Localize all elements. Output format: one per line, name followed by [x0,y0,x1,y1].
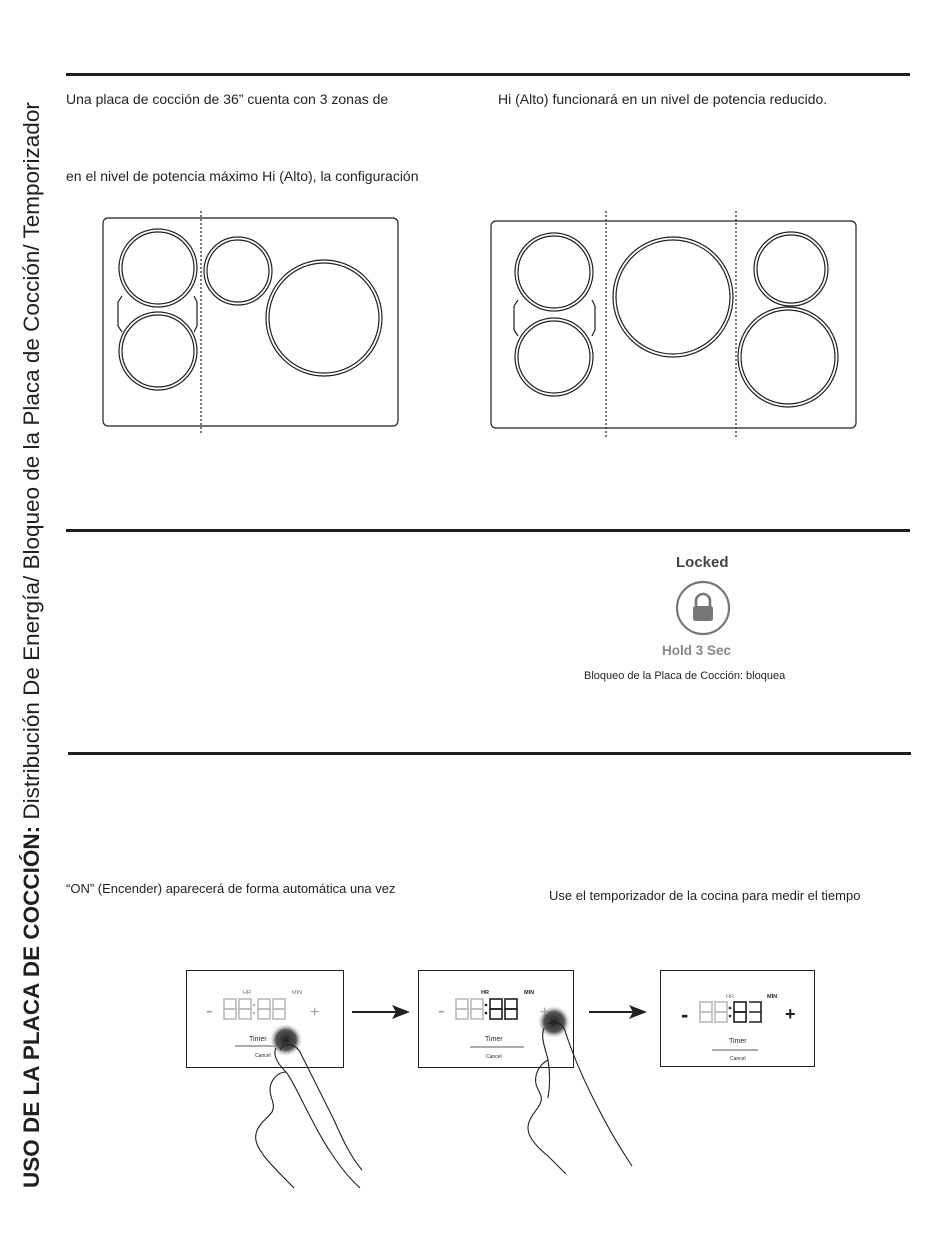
side-title-bold: USO DE LA PLACA DE COCCIÓN: [19,825,44,1188]
timer-panel-3-cancel[interactable]: Cancel [730,1056,746,1062]
cooktop-right-burner-br [738,307,838,407]
cooktop-right-burner-bl [515,318,593,396]
cooktop-right-burner-tr [754,232,828,306]
power-text-line-2: en el nivel de potencia máximo Hi (Alto), la configuración [66,168,419,184]
timer-panel-2-cancel[interactable]: Cancel [486,1054,502,1060]
timer-panel-3-timer[interactable]: Timer [729,1038,747,1045]
timer-text-right: Use el temporizador de la cocina para medir el tiempo [549,888,861,903]
side-title-regular: Distribución De Energía/ Bloqueo de la Placa de Cocción/ Temporizador [19,102,44,826]
cooktop-right-burner-tl [515,233,593,311]
hand-pointer-icon [250,1020,370,1190]
power-text-right: Hi (Alto) funcionará en un nivel de potencia reducido. [498,91,828,107]
timer-panel-3 [660,970,815,1067]
locked-label: Locked [676,554,729,571]
timer-panel-1-hr: HR [243,990,251,996]
timer-panel-3-plus[interactable]: + [785,1004,796,1024]
timer-panel-1-minus[interactable]: - [206,1000,213,1022]
cooktop-right-bridge-right [592,300,595,336]
timer-panel-3-minus[interactable]: - [681,1002,689,1027]
timer-panel-1-min: MIN [292,990,303,996]
timer-text-left: “ON” (Encender) aparecerá de forma automática una vez [66,881,396,896]
hand-pointer-icon [520,1000,640,1180]
power-text-line-1: Una placa de cocción de 36” cuenta con 3 zonas de [66,91,389,107]
timer-panel-2-min: MIN [524,990,535,996]
timer-panel-2-hr: HR [481,990,489,996]
touch-point-icon [269,1023,303,1057]
timer-panel-3-hr: HR [726,994,734,1000]
cooktop-right-bridge-left [514,300,518,336]
lock-button[interactable] [675,580,731,636]
cooktop-right-burner-center [613,237,733,357]
timer-panel-1-plus[interactable]: + [310,1004,320,1021]
timer-panel-2-minus[interactable]: - [438,1000,445,1022]
arrow-right-icon [352,1004,410,1020]
timer-panel-3-min: MIN [767,994,778,1000]
timer-panel-1-cancel[interactable]: Cancel [255,1053,271,1059]
timer-panel-1-timer[interactable]: Timer [249,1036,267,1043]
timer-panel-2-timer[interactable]: Timer [485,1036,503,1043]
lock-caption: Bloqueo de la Placa de Cocción: bloquea [584,670,786,682]
cooktop-right-outline [491,221,856,428]
hold-label: Hold 3 Sec [662,643,732,658]
